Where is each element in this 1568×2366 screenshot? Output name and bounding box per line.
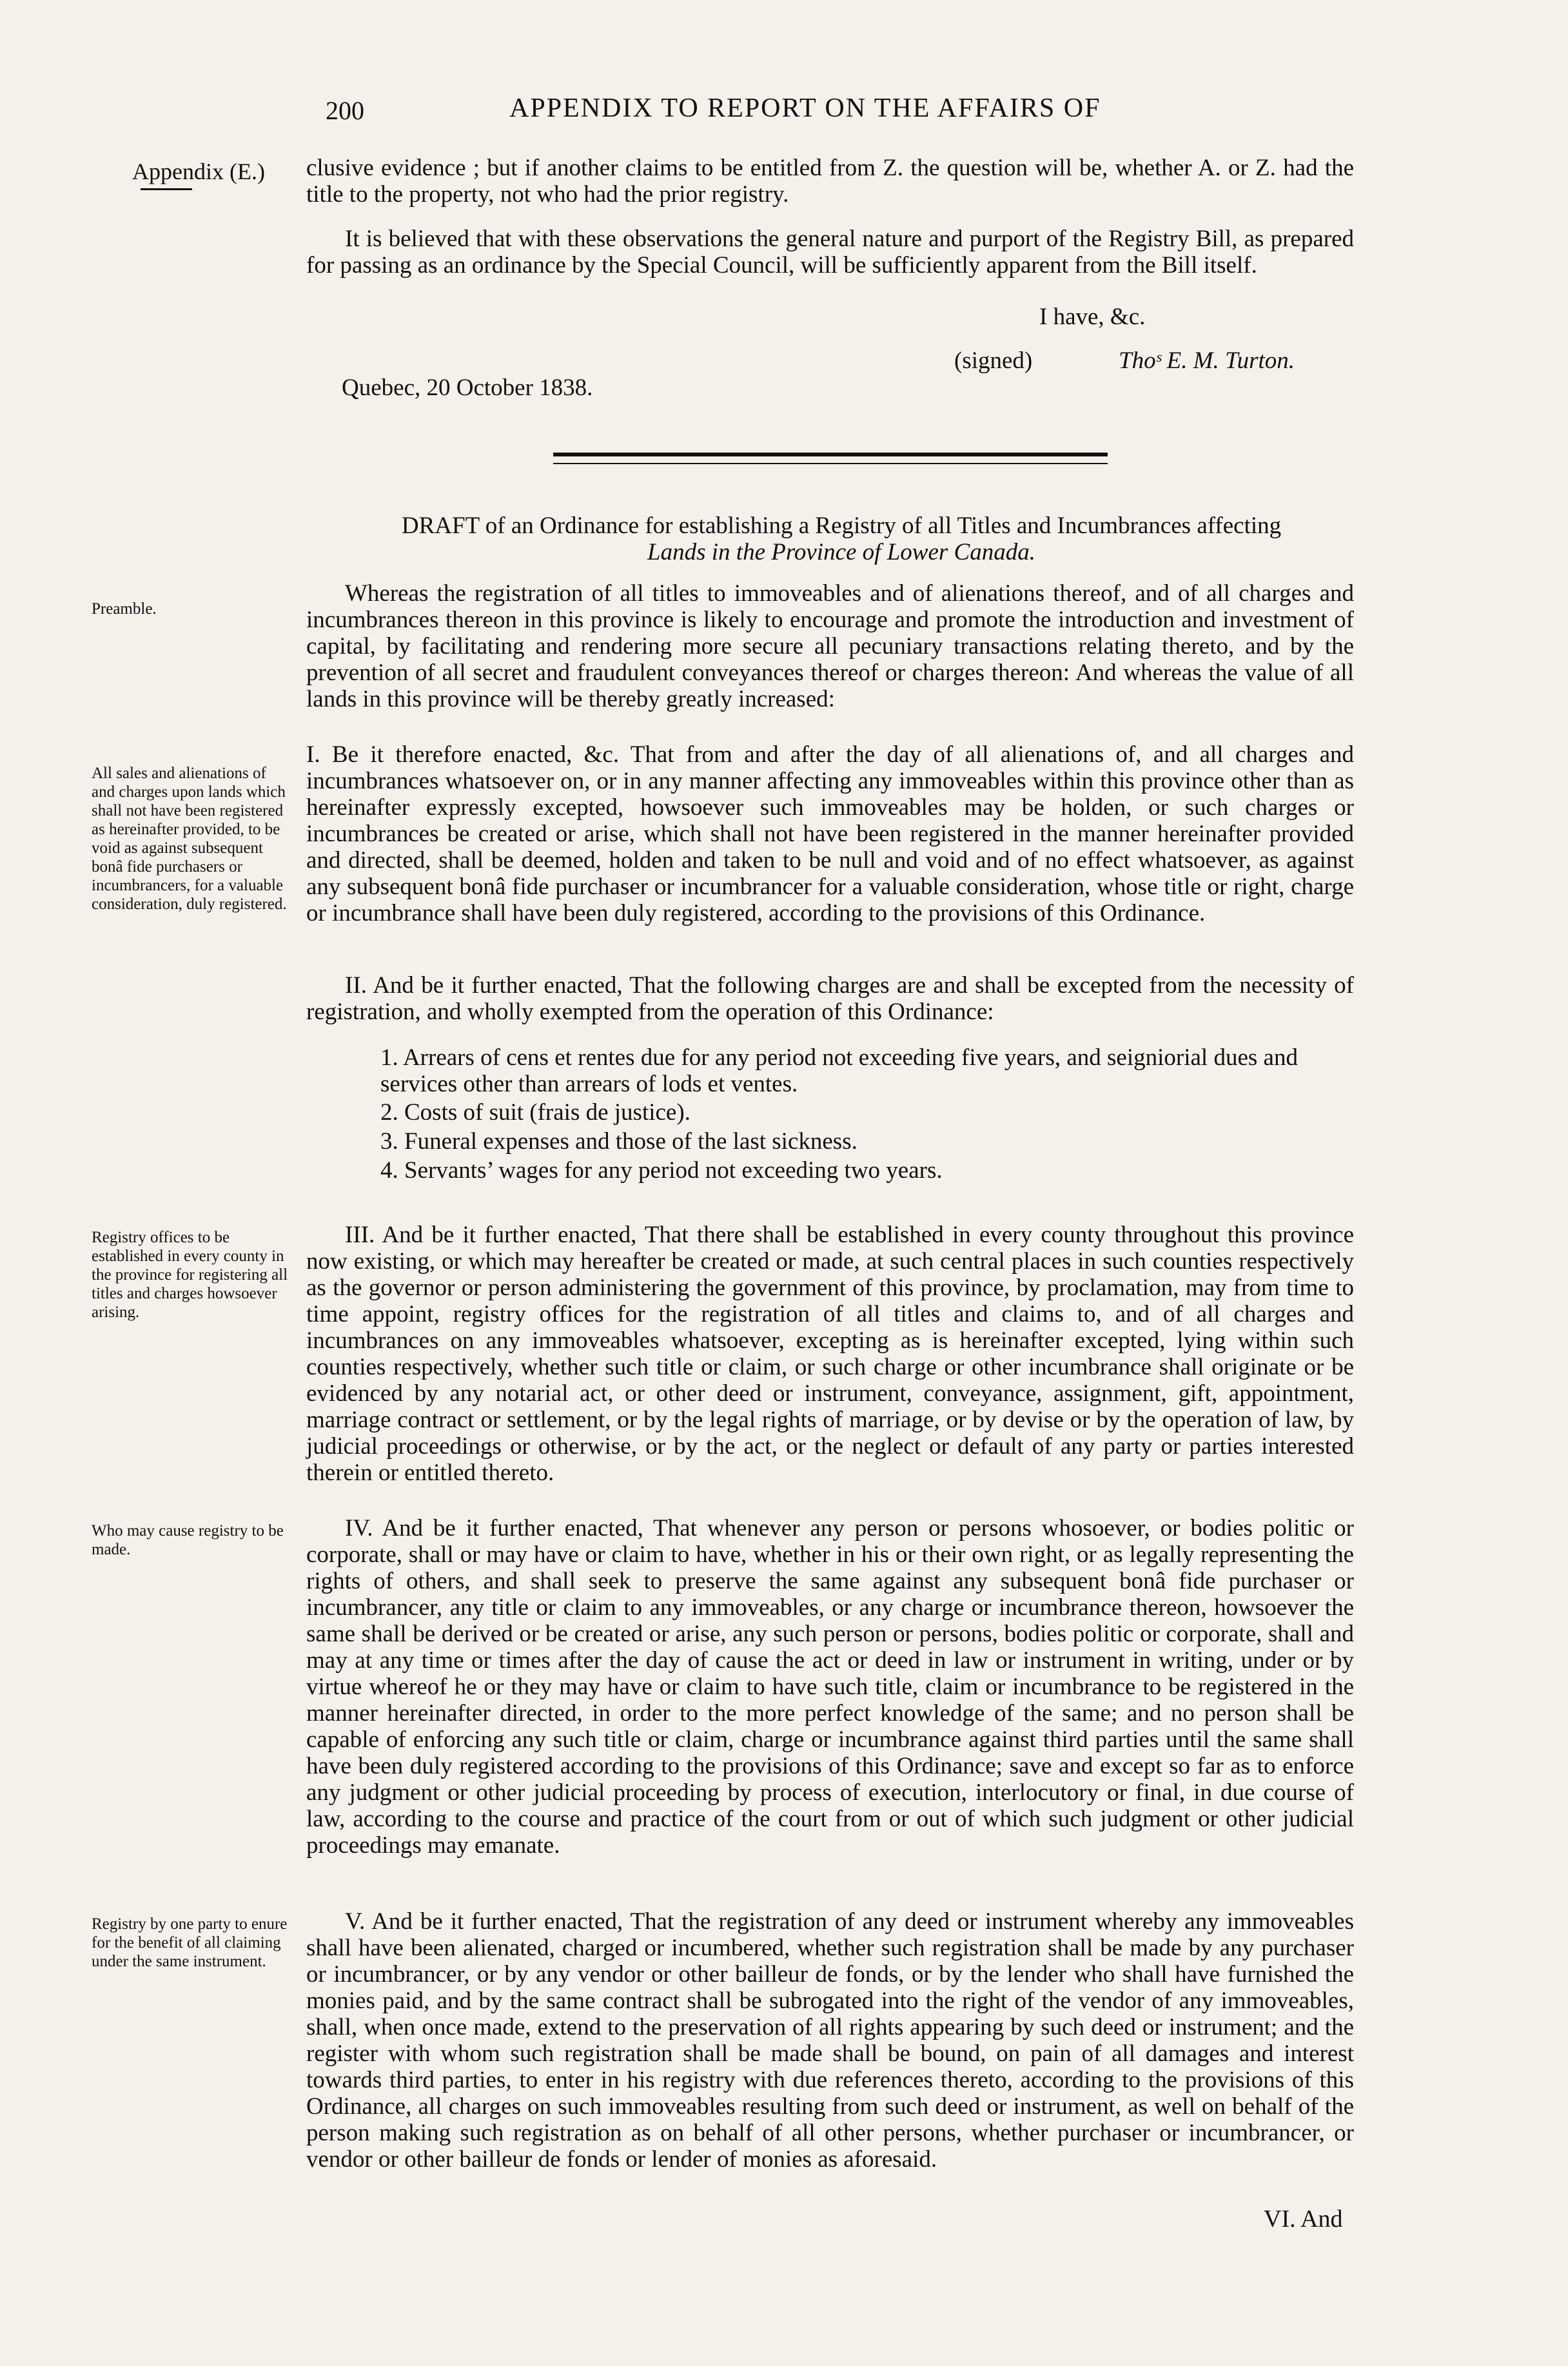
section-1-text: I. Be it therefore enacted, &c. That from and after the day of all alienations of, and all charges and incumbrances whatsoever on, or in any manner affecting any immoveables within this province other than as hereinafter expressly excepted, howsoever such immoveables may be holden, or such charges or incumbrances be created or arise, which shall not have been registered in the manner hereinafter provided and directed, shall be deemed, holden and taken to be null and void and of no effect whatsoever, as against any subsequent bonâ fide purchaser or incumbrancer for a valuable consideration, whose title or right, charge or incumbrance shall have been duly registered, according to the provisions of this Ordinance.: [306, 741, 1354, 926]
place-date: Quebec, 20 October 1838.: [342, 375, 593, 401]
side-note-section-3: Registry offices to be established in every county in the province for registering all titles and charges howsoever arising.: [92, 1229, 288, 1321]
section-2-text: II. And be it further enacted, That the following charges are and shall be excepted from the necessity of registration, and wholly exempted from the operation of this Ordinance:: [306, 972, 1354, 1025]
side-note-section-5: Registry by one party to enure for the benefit of all claiming under the same instrument.: [92, 1915, 288, 1970]
draft-title-line-1: DRAFT of an Ordinance for establishing a Registry of all Titles and Incumbrances affecting: [401, 513, 1282, 539]
signed-label: (signed): [954, 347, 1033, 374]
section-2-item-1: 1. Arrears of cens et rentes due for any period not exceeding five years, and seigniorial dues and services other than arrears of lods et ventes.: [380, 1044, 1298, 1097]
page-number: 200: [326, 96, 364, 125]
closing-line: I have, &c.: [1039, 304, 1146, 330]
section-rule: [553, 453, 1108, 456]
signer-name: Thoˢ E. M. Turton.: [1119, 347, 1295, 374]
intro-paragraph-1: clusive evidence ; but if another claims to be entitled from Z. the question will be, whether A. or Z. had the title to the property, not who had the prior registry.: [306, 155, 1354, 208]
side-note-preamble: Preamble.: [92, 600, 157, 618]
side-note-section-1: All sales and alienations of and charges upon lands which shall not have been registered as hereinafter provided, to be void as against subsequent bonâ fide purchasers or incumbrancers, for a valuable consideration, duly registered.: [92, 765, 287, 913]
section-2-item-4: 4. Servants’ wages for any period not exceeding two years.: [380, 1157, 943, 1184]
preamble-text: Whereas the registration of all titles to immoveables and of alienations thereof, and of all charges and incumbrances thereon in this province is likely to encourage and promote the introduction and investment of capital, by facilitating and rendering more secure all pecuniary transactions relating thereto, and by the prevention of all secret and fraudulent conveyances thereof or charges thereon: And whereas the value of all lands in this province will be thereby greatly increased:: [306, 580, 1354, 712]
section-2-item-2: 2. Costs of suit (frais de justice).: [380, 1099, 691, 1126]
running-title: APPENDIX TO REPORT ON THE AFFAIRS OF: [509, 93, 1101, 123]
section-2-item-3: 3. Funeral expenses and those of the last sickness.: [380, 1128, 858, 1155]
draft-title: [306, 513, 1377, 565]
side-note-section-4: Who may cause registry to be made.: [92, 1522, 284, 1558]
section-rule-thin: [553, 463, 1108, 464]
appendix-dash: [141, 188, 192, 190]
section-4-text: IV. And be it further enacted, That whenever any person or persons whosoever, or bodies politic or corporate, shall or may have or claim to have, whether in his or their own right, or as legally representing the rights of others, and shall seek to preserve the same against any subsequent bonâ fide purchaser or incumbrancer, any title or claim to any immoveables, or any charge or incumbrance thereon, howsoever the same shall be derived or be created or arise, any such person or persons, bodies politic or corporate, shall and may at any time or times after the day of cause the act or deed in law or instrument in writing, under or by virtue whereof he or they may have or claim to have such title, claim or incumbrance to be registered in the manner hereinafter directed, in order to the more perfect knowledge of the same; and no person shall be capable of enforcing any such title or claim, charge or incumbrance against third parties until the same shall have been duly registered according to the provisions of this Ordinance; save and except so far as to enforce any judgment or other judicial proceeding by process of execution, interlocutory or final, in due course of law, according to the course and practice of the court from or out of which such judgment or other judicial proceedings may emanate.: [306, 1515, 1354, 1859]
appendix-label: Appendix (E.): [132, 159, 265, 184]
section-3-text: III. And be it further enacted, That there shall be established in every county throughout this province now existing, or which may hereafter be created or made, at such central places in such counties respectively as the governor or person administering the government of this province, by proclamation, may from time to time appoint, registry offices for the registration of all titles and claims to, and of all charges and incumbrances on any immoveables whatsoever, excepting as is hereinafter excepted, lying within such counties respectively, whether such title or claim, or such charge or other incumbrance shall originate or be evidenced by any notarial act, or other deed or instrument, conveyance, assignment, gift, appointment, marriage contract or settlement, or by the legal rights of marriage, or by devise or by the operation of law, by judicial proceedings or otherwise, or by the act, or the neglect or default of any party or parties interested therein or entitled thereto.: [306, 1222, 1354, 1486]
intro-paragraph-2: It is believed that with these observations the general nature and purport of the Registry Bill, as prepared for passing as an ordinance by the Special Council, will be sufficiently apparent from the Bill itself.: [306, 226, 1354, 279]
section-5-text: V. And be it further enacted, That the registration of any deed or instrument whereby any immoveables shall have been alienated, charged or incumbered, whether such registration shall be made by any purchaser or incumbrancer, or by any vendor or other bailleur de fonds, or by the lender who shall have furnished the monies paid, and by the same contract shall be subrogated into the right of the vendor of any immoveables, shall, when once made, extend to the preservation of all rights appearing by such deed or instrument; and the register with whom such registration shall be made shall be bound, on pain of all damages and interest towards third parties, to enter in his registry with due references thereto, according to the provisions of this Ordinance, all charges on such immoveables resulting from such deed or instrument, as well on behalf of the person making such registration as on behalf of all other persons, whether purchaser or incumbrancer, or vendor or other bailleur de fonds or lender of monies as aforesaid.: [306, 1908, 1354, 2173]
catchword: VI. And: [1264, 2205, 1343, 2233]
draft-title-line-2: Lands in the Province of Lower Canada.: [647, 539, 1035, 565]
